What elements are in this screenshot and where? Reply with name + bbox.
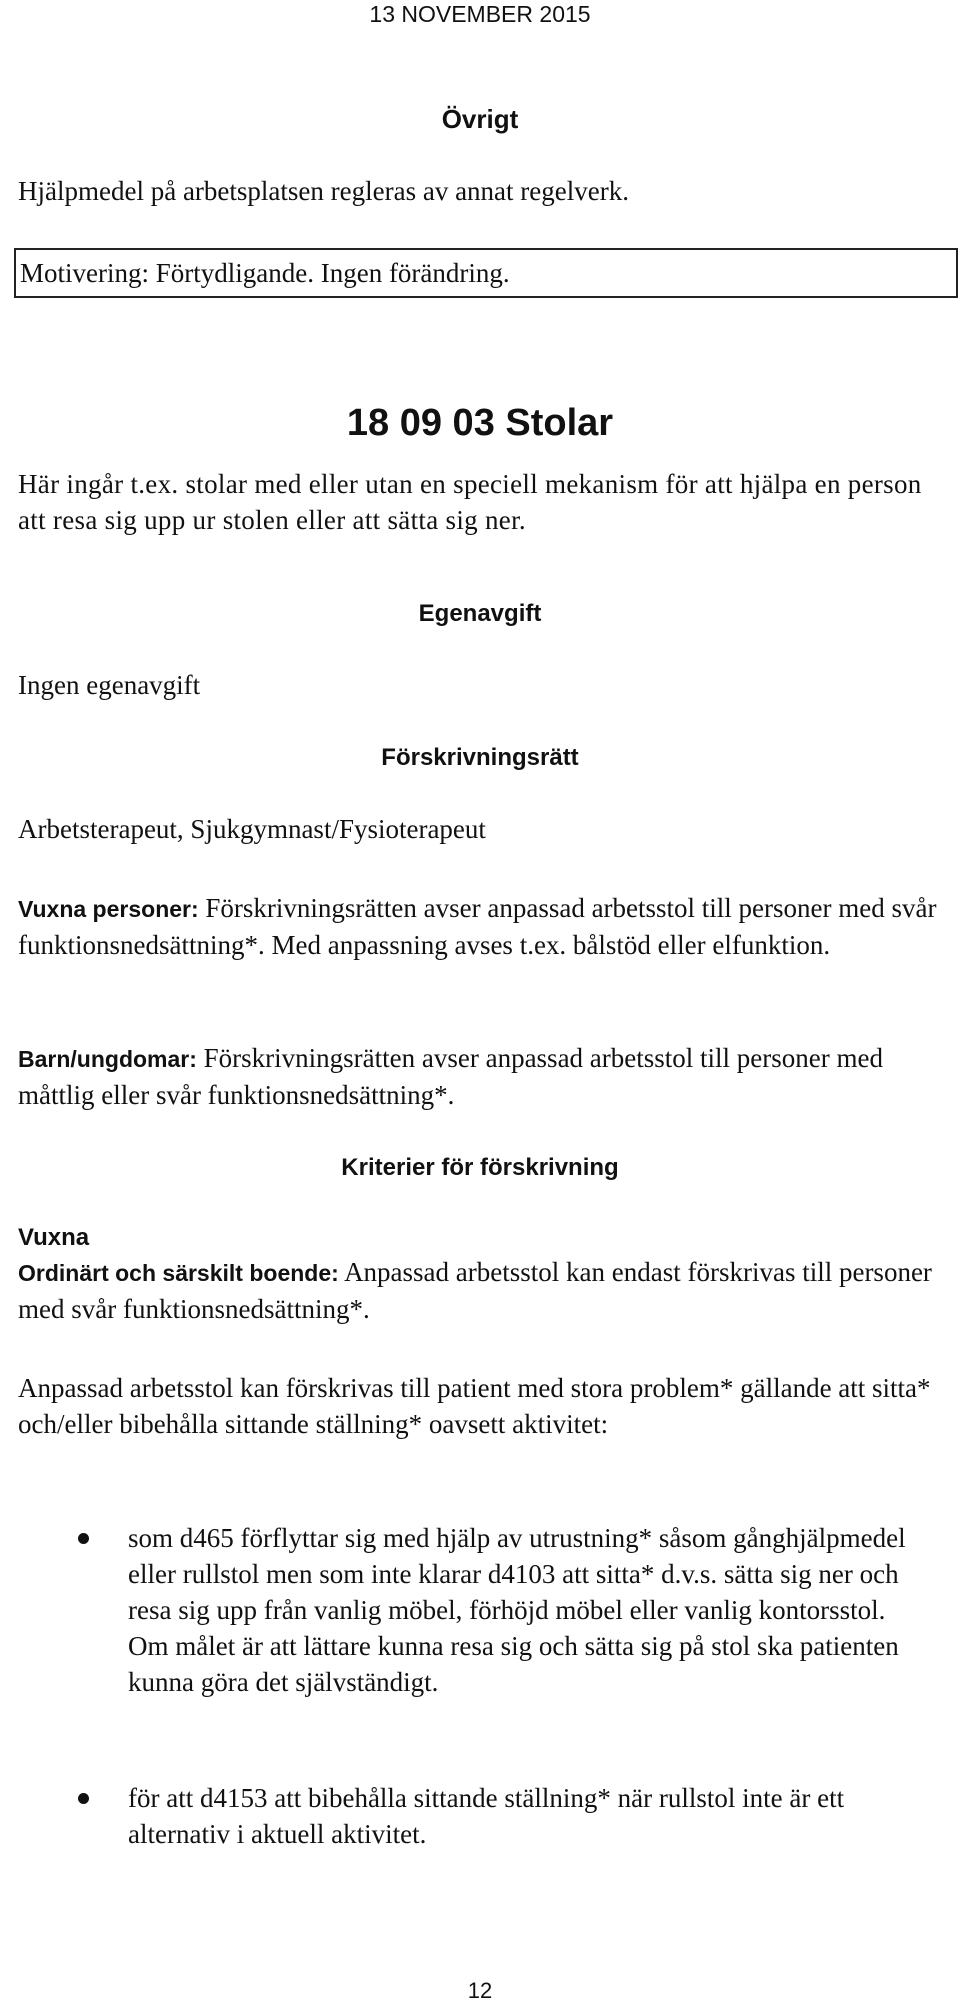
list-item-extra: Om målet är att lättare kunna resa sig och sätta sig på stol ska patienten kunna göra det självständigt. xyxy=(128,1631,899,1697)
page-number: 12 xyxy=(467,1978,493,2003)
bullet-dot xyxy=(78,1793,89,1804)
list-item-text: som d465 förflyttar sig med hjälp av utrustning* såsom gånghjälpmedel eller rullstol men som inte klarar d4103 att sitta* d.v.s. sätta sig ner och resa sig upp från vanlig möbel, förhöjd möbel eller vanlig kontorsstol. xyxy=(128,1523,906,1625)
header-date: 13 NOVEMBER 2015 xyxy=(369,1,591,27)
list-item-text: för att d4153 att bibehålla sittande ställning* när rullstol inte är ett alternativ i aktuell aktivitet. xyxy=(128,1783,845,1849)
prescribers-text: Arbetsterapeut, Sjukgymnast/Fysioterapeut xyxy=(18,814,486,844)
motivering-box xyxy=(14,248,958,298)
list-item xyxy=(128,1520,948,1700)
barn-ungdomar-label: Barn/ungdomar: xyxy=(18,1046,197,1072)
section-intro: Här ingår t.ex. stolar med eller utan en speciell mekanism för att hjälpa en person att resa sig upp ur stolen eller att sätta sig ner. xyxy=(18,469,922,535)
anpassad-arbetsstol-paragraph: Anpassad arbetsstol kan förskrivas till patient med stora problem* gällande att sitta* och/eller bibehålla sittande ställning* oavsett aktivitet: xyxy=(18,1373,931,1439)
egenavgift-text: Ingen egenavgift xyxy=(18,670,201,700)
bullet-dot xyxy=(78,1533,89,1544)
ordinart-boende-paragraph xyxy=(18,1254,948,1327)
kriterier-vuxna-label: Vuxna xyxy=(18,1224,90,1251)
forskrivningsratt-heading: Förskrivningsrätt xyxy=(381,744,579,771)
vuxna-personer-paragraph xyxy=(18,890,948,963)
ordinart-boende-text: Anpassad arbetsstol kan endast förskrivas till personer med svår funktionsnedsättning*. xyxy=(18,1257,932,1324)
ovrigt-heading: Övrigt xyxy=(441,104,519,134)
motivering-text: Motivering: Förtydligande. Ingen förändring. xyxy=(20,258,510,288)
list-item xyxy=(128,1780,948,1852)
barn-ungdomar-text: Förskrivningsrätten avser anpassad arbetsstol till personer med måttlig eller svår funktionsnedsättning*. xyxy=(18,1043,883,1110)
barn-ungdomar-paragraph xyxy=(18,1040,948,1113)
ordinart-boende-label: Ordinärt och särskilt boende: xyxy=(18,1260,339,1286)
section-heading: 18 09 03 Stolar xyxy=(346,402,614,444)
egenavgift-heading: Egenavgift xyxy=(418,600,542,627)
ovrigt-text: Hjälpmedel på arbetsplatsen regleras av annat regelverk. xyxy=(18,176,629,206)
kriterier-heading: Kriterier för förskrivning xyxy=(341,1154,619,1181)
vuxna-personer-text: Förskrivningsrätten avser anpassad arbetsstol till personer med svår funktionsnedsättning*. Med anpassning avses t.ex. bålstöd eller elfunktion. xyxy=(18,893,937,960)
vuxna-personer-label: Vuxna personer: xyxy=(18,896,199,922)
